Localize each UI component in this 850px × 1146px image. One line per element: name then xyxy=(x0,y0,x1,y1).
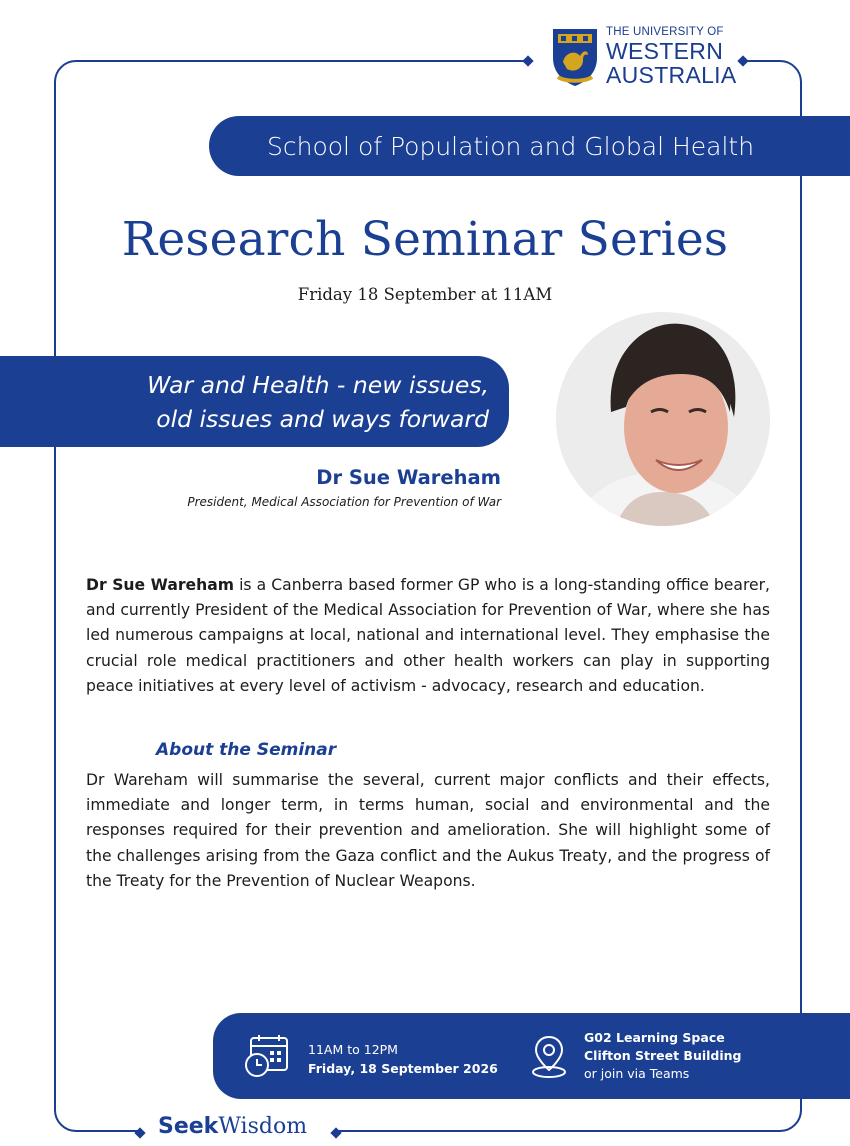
event-day: Friday, 18 September 2026 xyxy=(308,1061,498,1076)
event-time: 11AM to 12PM xyxy=(308,1042,398,1057)
university-crest-icon xyxy=(550,26,600,88)
speaker-photo xyxy=(556,312,770,526)
school-banner xyxy=(209,116,850,176)
bio-text: is a Canberra based former GP who is a long-standing office bearer, and currently President of the Medical Association for Prevention of War, where she has led numerous campaigns at local, national and international level. They emphasise the crucial role medical practitioners and other health workers can play in supporting peace initiatives at every level of activism - advocacy, research and education. xyxy=(86,576,770,695)
page-title: Research Seminar Series xyxy=(121,212,729,267)
seek-wisdom-brand xyxy=(158,1116,307,1138)
university-line3: AUSTRALIA xyxy=(606,61,737,88)
about-text: Dr Wareham will summarise the several, current major conflicts and their effects, immediate and longer term, in terms human, social and environmental and the responses required for their prevention and amelioration. She will highlight some of the challenges arising from the Gaza conflict and the Aukus Treaty, and the progress of the Treaty for the Prevention of Nuclear Weapons. xyxy=(86,771,770,890)
speaker-name: Dr Sue Wareham xyxy=(316,466,501,489)
event-online: or join via Teams xyxy=(584,1066,690,1081)
speaker-role: President, Medical Association for Prevention of War xyxy=(187,495,501,509)
talk-title-line2: old issues and ways forward xyxy=(156,405,489,433)
university-logo xyxy=(550,26,737,88)
bio-lead: Dr Sue Wareham xyxy=(86,576,234,594)
university-line1: THE UNIVERSITY OF xyxy=(606,26,724,39)
event-info-bar xyxy=(213,1013,850,1099)
talk-title-line1: War and Health - new issues, xyxy=(147,371,489,399)
location-pin-icon xyxy=(528,1033,570,1079)
talk-title-banner xyxy=(0,356,509,447)
date-line: Friday 18 September at 11AM xyxy=(297,285,553,304)
brand-wisdom: Wisdom xyxy=(218,1114,308,1139)
school-name: School of Population and Global Health xyxy=(267,131,755,161)
speaker-bio xyxy=(86,573,770,699)
calendar-clock-icon xyxy=(243,1033,291,1079)
brand-seek: Seek xyxy=(158,1114,219,1139)
about-heading: About the Seminar xyxy=(156,740,337,760)
event-building: Clifton Street Building xyxy=(584,1048,742,1063)
event-venue: G02 Learning Space xyxy=(584,1030,725,1045)
university-line2: WESTERN xyxy=(606,37,724,64)
